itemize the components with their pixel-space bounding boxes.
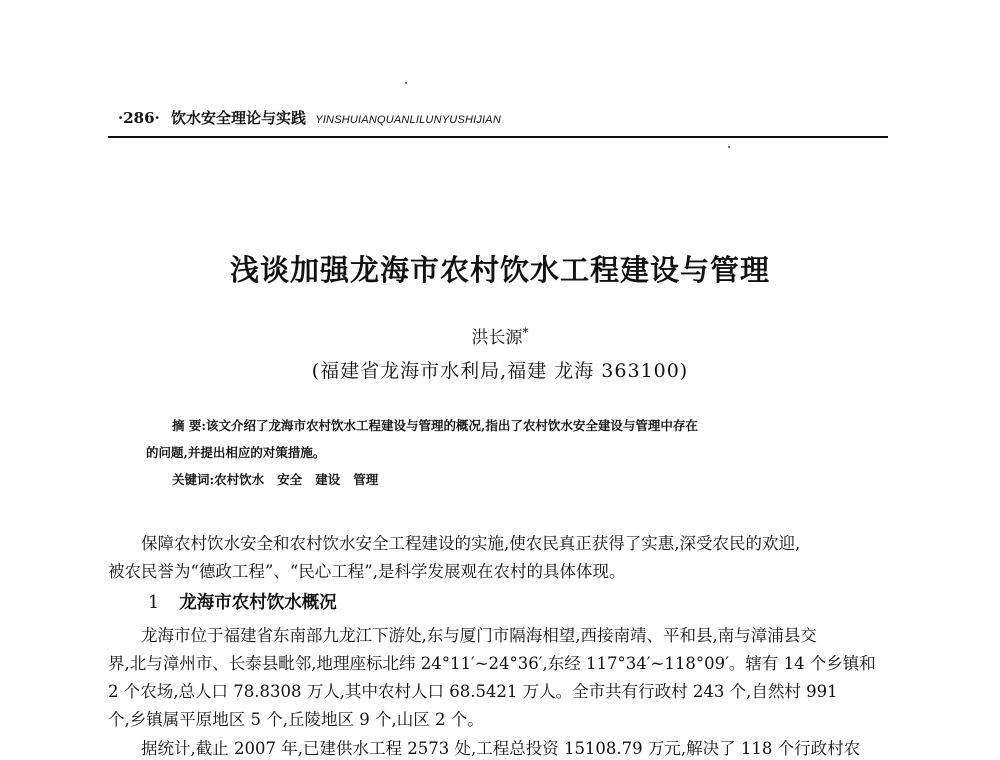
author-mark: * (522, 325, 529, 340)
para1-line-2: 界,北与漳州市、长泰县毗邻,地理座标北纬 24°11′~24°36′,东经 117°34′~118°09′。辖有 14 个乡镇和 (108, 654, 876, 673)
author (0, 323, 1000, 348)
keywords-label: 关键词: (172, 472, 215, 487)
abstract-label: 摘 要: (172, 418, 206, 433)
journal-pinyin: YINSHUIANQUANLILUNYUSHIJIAN (315, 114, 501, 126)
keywords-items: 农村饮水 安全 建设 管理 (214, 472, 379, 487)
para1-line-3: 2 个农场,总人口 78.8308 万人,其中农村人口 68.5421 万人。全市共有行政村 243 个,自然村 991 (108, 682, 838, 701)
journal-title: 饮水安全理论与实践 (171, 109, 307, 127)
article-title: 浅谈加强龙海市农村饮水工程建设与管理 (229, 253, 770, 287)
scan-dot (405, 82, 407, 84)
abstract-text-1: 该文介绍了龙海市农村饮水工程建设与管理的概况,指出了农村饮水安全建设与管理中存在 (205, 418, 698, 433)
affiliation: (福建省龙海市水利局,福建 龙海 363100) (311, 360, 689, 382)
para1-line-1: 龙海市位于福建省东南部九龙江下游处,东与厦门市隔海相望,西接南靖、平和县,南与漳浦县交 (141, 626, 817, 645)
header-rule (108, 136, 888, 138)
section-heading (148, 589, 337, 614)
intro-line-1: 保障农村饮水安全和农村饮水安全工程建设的实施,使农民真正获得了实惠,深受农民的欢迎, (141, 534, 801, 553)
page-number: 286 (123, 109, 155, 127)
keywords (172, 470, 378, 488)
author-name: 洪长源 (471, 328, 523, 348)
para2-line-1: 据统计,截止 2007 年,已建供水工程 2573 处,工程总投资 15108.79 万元,解决了 118 个行政村农 (141, 739, 861, 758)
abstract-line-1 (172, 416, 698, 434)
section-title: 龙海市农村饮水概况 (179, 593, 337, 613)
scan-dot (728, 146, 730, 148)
section-number: 1 (148, 593, 160, 613)
running-header: ·286· 饮水安全理论与实践 YINSHUIANQUANLILUNYUSHIJIAN (118, 109, 501, 127)
intro-line-2: 被农民誉为“德政工程”、“民心工程”,是科学发展观在农村的具体体现。 (108, 562, 626, 581)
abstract-line-2: 的问题,并提出相应的对策措施。 (146, 445, 326, 460)
para1-line-4: 个,乡镇属平原地区 5 个,丘陵地区 9 个,山区 2 个。 (108, 710, 484, 729)
